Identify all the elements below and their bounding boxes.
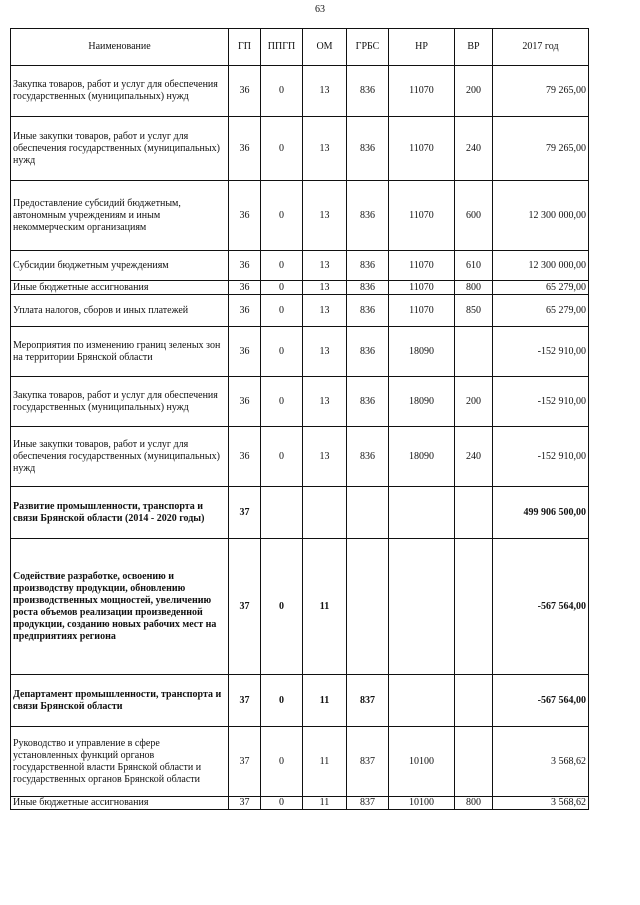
cell-gp: 36 [229, 427, 261, 487]
header-vr: ВР [455, 29, 493, 66]
cell-ppgp: 0 [261, 295, 303, 327]
cell-gp: 37 [229, 797, 261, 810]
cell-nr: 11070 [389, 251, 455, 281]
cell-gp: 36 [229, 66, 261, 117]
cell-ppgp: 0 [261, 427, 303, 487]
cell-nr: 11070 [389, 66, 455, 117]
table-row [11, 327, 589, 377]
cell-nr: 18090 [389, 377, 455, 427]
cell-ppgp: 0 [261, 675, 303, 727]
cell-ppgp: 0 [261, 727, 303, 797]
cell-vr: 200 [455, 377, 493, 427]
cell-vr: 610 [455, 251, 493, 281]
cell-amount: -567 564,00 [493, 539, 589, 675]
cell-vr: 240 [455, 117, 493, 181]
cell-om: 13 [303, 66, 347, 117]
cell-gp: 36 [229, 251, 261, 281]
cell-ppgp: 0 [261, 181, 303, 251]
table-row [11, 377, 589, 427]
cell-name: Руководство и управление в сфере установленных функций органов государственной власти Брянской области и государственных органов Брянской области [11, 727, 229, 797]
cell-om: 13 [303, 327, 347, 377]
cell-amount: -152 910,00 [493, 427, 589, 487]
cell-name: Мероприятия по изменению границ зеленых зон на территории Брянской области [11, 327, 229, 377]
cell-vr [455, 487, 493, 539]
cell-ppgp: 0 [261, 66, 303, 117]
cell-grbs: 836 [347, 427, 389, 487]
cell-grbs: 837 [347, 727, 389, 797]
cell-om: 13 [303, 181, 347, 251]
cell-grbs [347, 539, 389, 675]
cell-vr [455, 327, 493, 377]
cell-name: Иные бюджетные ассигнования [11, 281, 229, 295]
cell-vr: 240 [455, 427, 493, 487]
cell-amount: 12 300 000,00 [493, 251, 589, 281]
cell-gp: 36 [229, 377, 261, 427]
cell-nr: 11070 [389, 295, 455, 327]
cell-amount: 65 279,00 [493, 281, 589, 295]
cell-om [303, 487, 347, 539]
cell-ppgp: 0 [261, 327, 303, 377]
table-row [11, 797, 589, 810]
cell-nr: 11070 [389, 117, 455, 181]
table-row [11, 281, 589, 295]
cell-name: Иные закупки товаров, работ и услуг для обеспечения государственных (муниципальных) нужд [11, 427, 229, 487]
cell-om: 11 [303, 797, 347, 810]
cell-nr [389, 487, 455, 539]
cell-vr [455, 539, 493, 675]
cell-om: 13 [303, 281, 347, 295]
cell-om: 13 [303, 251, 347, 281]
table-row [11, 427, 589, 487]
cell-nr [389, 675, 455, 727]
cell-amount: 79 265,00 [493, 117, 589, 181]
table-row [11, 117, 589, 181]
cell-name: Содействие разработке, освоению и производству продукции, обновлению производственных мощностей, увеличению роста объемов реализации произведенной продукции, созданию новых рабочих мест на предприятиях региона [11, 539, 229, 675]
cell-grbs: 836 [347, 117, 389, 181]
cell-om: 13 [303, 427, 347, 487]
table-row [11, 487, 589, 539]
table-row [11, 539, 589, 675]
cell-name: Субсидии бюджетным учреждениям [11, 251, 229, 281]
header-nr: НР [389, 29, 455, 66]
cell-grbs: 836 [347, 66, 389, 117]
cell-gp: 37 [229, 539, 261, 675]
cell-om: 11 [303, 727, 347, 797]
cell-name: Предоставление субсидий бюджетным, автономным учреждениям и иным некоммерческим организациям [11, 181, 229, 251]
cell-grbs: 837 [347, 797, 389, 810]
cell-grbs: 836 [347, 251, 389, 281]
cell-gp: 37 [229, 487, 261, 539]
cell-grbs: 836 [347, 281, 389, 295]
cell-gp: 37 [229, 727, 261, 797]
cell-name: Развитие промышленности, транспорта и связи Брянской области (2014 - 2020 годы) [11, 487, 229, 539]
cell-vr: 850 [455, 295, 493, 327]
cell-nr: 11070 [389, 181, 455, 251]
header-year: 2017 год [493, 29, 589, 66]
cell-ppgp: 0 [261, 797, 303, 810]
cell-ppgp: 0 [261, 117, 303, 181]
cell-name: Закупка товаров, работ и услуг для обеспечения государственных (муниципальных) нужд [11, 377, 229, 427]
cell-nr: 10100 [389, 797, 455, 810]
cell-grbs: 837 [347, 675, 389, 727]
table-header [11, 29, 589, 66]
cell-vr: 200 [455, 66, 493, 117]
cell-amount: 3 568,62 [493, 727, 589, 797]
cell-nr: 10100 [389, 727, 455, 797]
cell-nr: 11070 [389, 281, 455, 295]
table-body [11, 66, 589, 810]
cell-ppgp: 0 [261, 251, 303, 281]
cell-vr: 600 [455, 181, 493, 251]
cell-nr [389, 539, 455, 675]
cell-om: 13 [303, 117, 347, 181]
cell-grbs: 836 [347, 377, 389, 427]
cell-vr [455, 727, 493, 797]
cell-vr: 800 [455, 281, 493, 295]
cell-name: Иные бюджетные ассигнования [11, 797, 229, 810]
header-ppgp: ППГП [261, 29, 303, 66]
cell-amount: 79 265,00 [493, 66, 589, 117]
cell-amount: 499 906 500,00 [493, 487, 589, 539]
table-row [11, 295, 589, 327]
cell-amount: 3 568,62 [493, 797, 589, 810]
cell-om: 11 [303, 539, 347, 675]
cell-name: Департамент промышленности, транспорта и связи Брянской области [11, 675, 229, 727]
header-om: ОМ [303, 29, 347, 66]
cell-nr: 18090 [389, 427, 455, 487]
cell-gp: 36 [229, 281, 261, 295]
cell-gp: 37 [229, 675, 261, 727]
budget-table [10, 28, 589, 810]
cell-ppgp: 0 [261, 377, 303, 427]
table-row [11, 675, 589, 727]
cell-grbs: 836 [347, 327, 389, 377]
cell-amount: -152 910,00 [493, 377, 589, 427]
cell-ppgp: 0 [261, 539, 303, 675]
cell-om: 11 [303, 675, 347, 727]
cell-ppgp: 0 [261, 281, 303, 295]
cell-gp: 36 [229, 181, 261, 251]
header-grbs: ГРБС [347, 29, 389, 66]
header-name: Наименование [11, 29, 229, 66]
cell-amount: 12 300 000,00 [493, 181, 589, 251]
cell-gp: 36 [229, 117, 261, 181]
cell-name: Закупка товаров, работ и услуг для обеспечения государственных (муниципальных) нужд [11, 66, 229, 117]
cell-ppgp [261, 487, 303, 539]
cell-name: Уплата налогов, сборов и иных платежей [11, 295, 229, 327]
cell-amount: -152 910,00 [493, 327, 589, 377]
table-row [11, 251, 589, 281]
cell-name: Иные закупки товаров, работ и услуг для обеспечения государственных (муниципальных) нужд [11, 117, 229, 181]
cell-vr [455, 675, 493, 727]
table-row [11, 727, 589, 797]
cell-grbs [347, 487, 389, 539]
header-gp: ГП [229, 29, 261, 66]
table-row [11, 66, 589, 117]
page-number: 63 [315, 4, 325, 15]
cell-gp: 36 [229, 327, 261, 377]
cell-nr: 18090 [389, 327, 455, 377]
cell-gp: 36 [229, 295, 261, 327]
cell-amount: 65 279,00 [493, 295, 589, 327]
cell-om: 13 [303, 377, 347, 427]
table-row [11, 181, 589, 251]
cell-vr: 800 [455, 797, 493, 810]
cell-grbs: 836 [347, 295, 389, 327]
cell-grbs: 836 [347, 181, 389, 251]
cell-om: 13 [303, 295, 347, 327]
cell-amount: -567 564,00 [493, 675, 589, 727]
